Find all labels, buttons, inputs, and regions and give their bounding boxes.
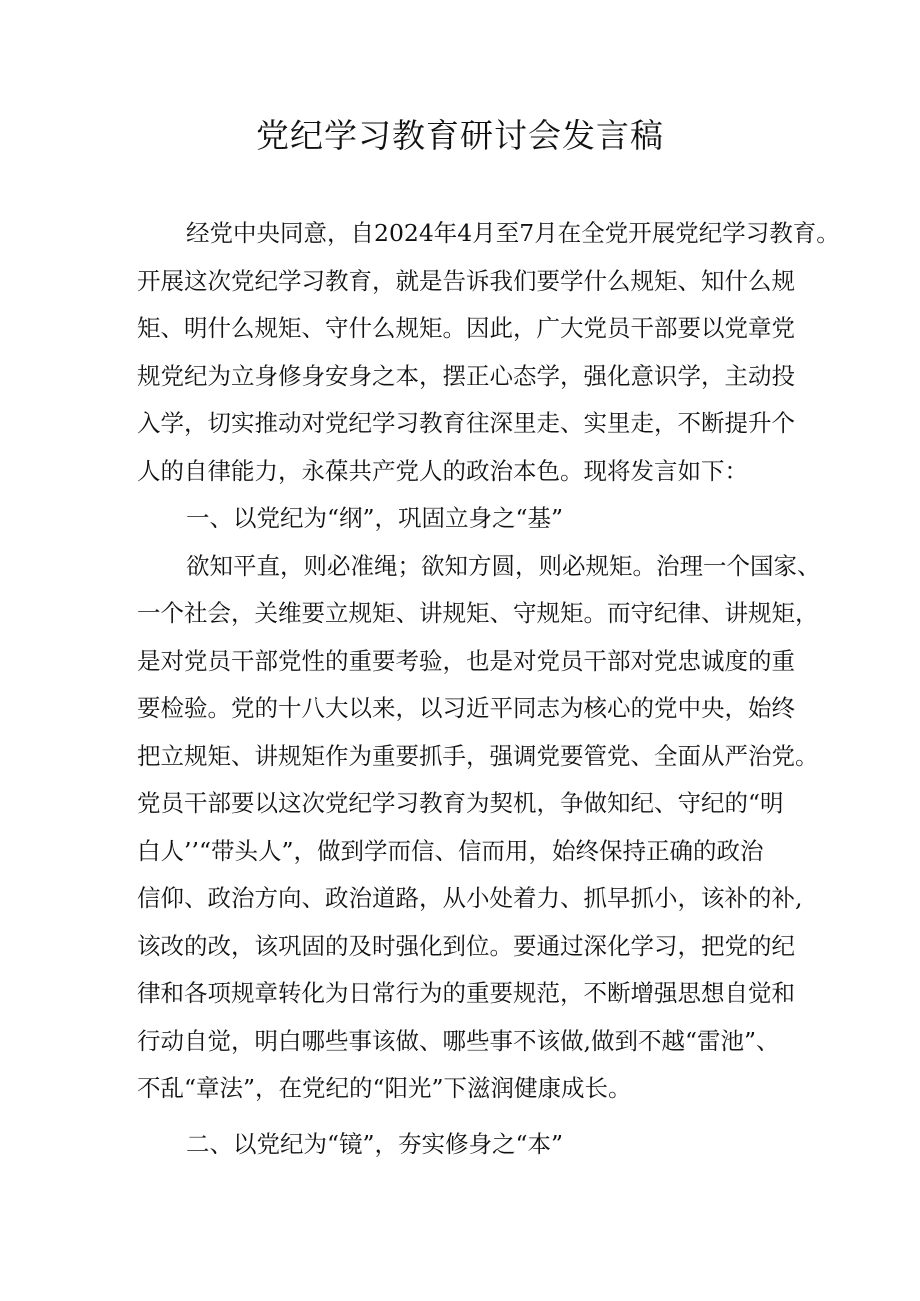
paragraph-line: 矩、明什么规矩、守什么规矩。因此，广大党员干部要以党章党: [137, 314, 795, 342]
document-title: 党纪学习教育研讨会发言稿: [256, 116, 664, 155]
paragraph-line: 规党纪为立身修身安身之本，摆正心态学，强化意识学，主动投: [137, 361, 795, 390]
paragraph-line: 律和各项规章转化为日常行为的重要规范，不断增强思想自觉和: [137, 979, 795, 1007]
paragraph-line: 该改的改，该巩固的及时强化到位。要通过深化学习，把党的纪: [137, 931, 795, 960]
paragraph-line: 一个社会，关维要立规矩、讲规矩、守规矩。而守纪律、讲规矩，: [137, 599, 819, 627]
paragraph-line: 要检验。党的十八大以来，以习近平同志为核心的党中央，始终: [137, 694, 795, 722]
paragraph-line: 入学，切实推动对党纪学习教育往深里走、实里走，不断提升个: [137, 409, 795, 437]
paragraph-line: 不乱“章法”，在党纪的“阳光”下滋润健康成长。: [137, 1074, 632, 1102]
paragraph-line: 经党中央同意，自2024年4月至7月在全党开展党纪学习教育。: [186, 219, 840, 247]
paragraph-line: 白人’’“带头人”，做到学而信、信而用，始终保持正确的政治: [137, 836, 764, 865]
paragraph-section-1: [137, 543, 821, 1113]
document-body: [137, 210, 840, 1168]
paragraph-line: 行动自觉，明白哪些事该做、哪些事不该做,做到不越“雷池”、: [137, 1026, 780, 1055]
paragraph-line: 是对党员干部党性的重要考验，也是对党员干部对党忠诚度的重: [137, 646, 795, 675]
paragraph-line: 党员干部要以这次党纪学习教育为契机，争做知纪、守纪的“明: [137, 789, 784, 817]
paragraph-line: 人的自律能力，永葆共产党人的政治本色。现将发言如下：: [137, 456, 748, 485]
paragraph-line: 欲知平直，则必准绳；欲知方圆，则必规矩。治理一个国家、: [186, 551, 821, 580]
paragraph-line: 开展这次党纪学习教育，就是告诉我们要学什么规矩、知什么规: [137, 266, 795, 295]
section-heading-2: 二、以党纪为“镜”，夯实修身之“本”: [186, 1129, 564, 1158]
paragraph-line: 把立规矩、讲规矩作为重要抓手，强调党要管党、全面从严治党。: [137, 741, 819, 770]
paragraph-intro: [137, 210, 840, 495]
paragraph-line: 信仰、政治方向、政治道路，从小处着力、抓早抓小，该补的补,: [137, 884, 803, 912]
section-heading-1: 一、以党纪为“纲”，巩固立身之“基”: [186, 504, 564, 532]
